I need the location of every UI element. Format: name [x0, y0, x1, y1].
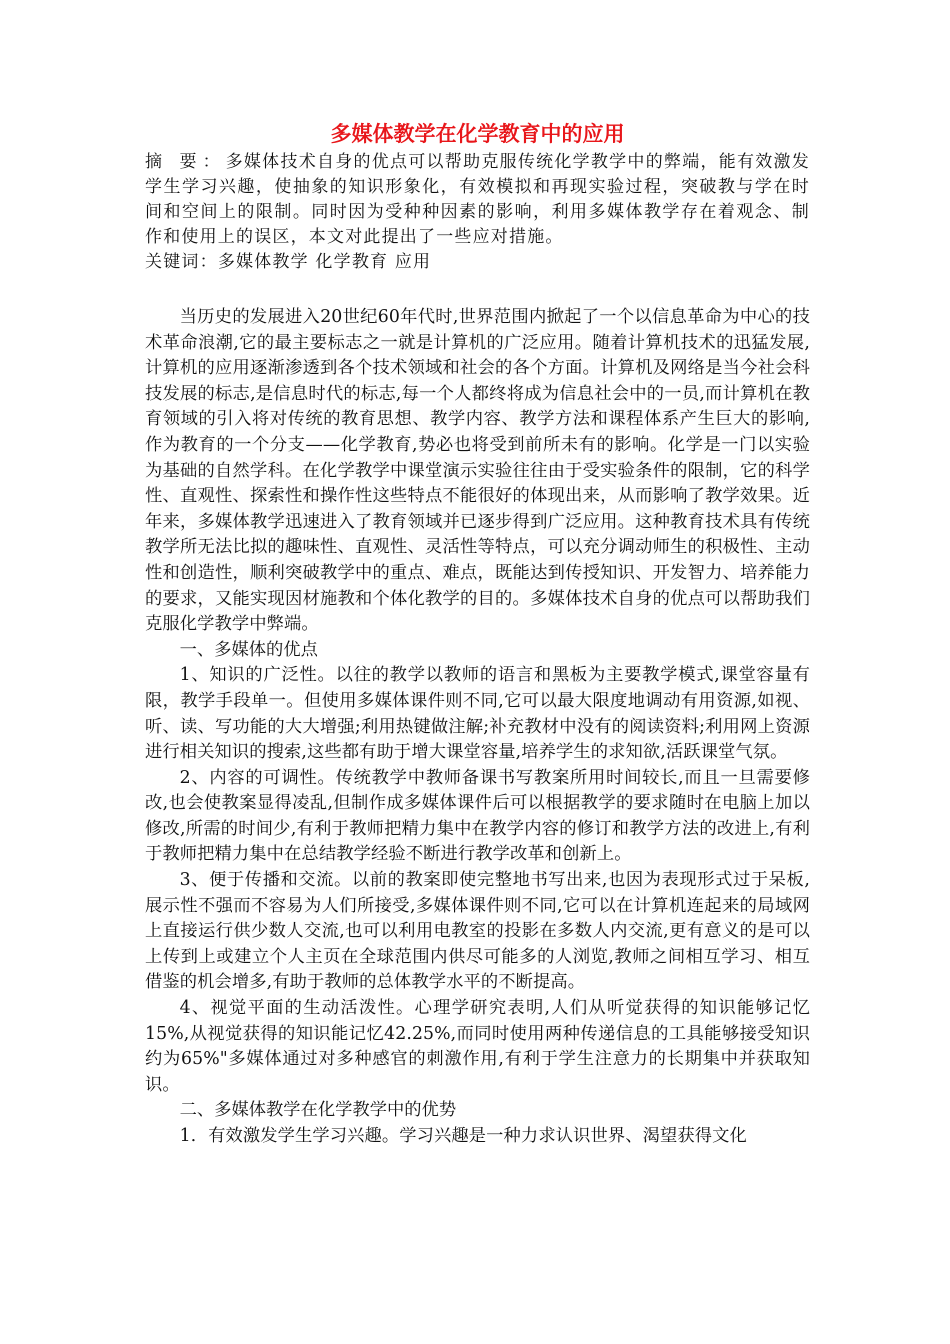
paragraph-visual-liveliness: 4、视觉平面的生动活泼性。心理学研究表明,人们从听觉获得的知识能够记忆15%,从视觉获得的知识能记忆42.25%,而同时使用两种传递信息的工具能够接受知识约为65%"多媒体通过对多种感官的刺激作用,有利于学生注意力的长期集中并获取知识。 — [145, 998, 810, 1095]
keywords-text: 多媒体教学 化学教育 应用 — [217, 252, 432, 272]
keywords-label: 关键词： — [145, 252, 218, 272]
document-title: 多媒体教学在化学教育中的应用 — [330, 121, 625, 146]
paragraph-content-adjustability: 2、内容的可调性。传统教学中教师备课书写教案所用时间较长,而且一旦需要修改,也会使教案显得凌乱,但制作成多媒体课件后可以根据教学的要求随时在电脑上加以修改,所需的时间少,有利于教师把精力集中在教学内容的修订和教学方法的改进上,有利于教师把精力集中在总结教学经验不断进行教学改革和创新上。 — [145, 767, 810, 865]
abstract — [145, 150, 810, 250]
abstract-text: 多媒体技术自身的优点可以帮助克服传统化学教学中的弊端，能有效激发学生学习兴趣，使抽象的知识形象化，有效模拟和再现实验过程，突破教与学在时间和空间上的限制。同时因为受种种因素的影响，利用多媒体教学存在着观念、制作和使用上的误区，本文对此提出了一些应对措施。 — [145, 152, 810, 247]
keywords — [145, 250, 810, 275]
section-heading-chemistry-advantages: 二、多媒体教学在化学教学中的优势 — [179, 1100, 457, 1121]
paragraph-knowledge-breadth: 1、知识的广泛性。以往的教学以教师的语言和黑板为主要教学模式,课堂容量有限，教学手段单一。但使用多媒体课件则不同,它可以最大限度地调动有用资源,如视、听、读、写功能的大大增强;利用热键做注解;补充教材中没有的阅读资料;利用网上资源进行相关知识的搜索,这些都有助于增大课堂容量,培养学生的求知欲,活跃课堂气氛。 — [145, 665, 810, 763]
section-heading-advantages: 一、多媒体的优点 — [179, 639, 318, 660]
abstract-label: 摘 要： — [145, 152, 226, 172]
document-page — [145, 118, 810, 1150]
paragraph-sharing-exchange: 3、便于传播和交流。以前的教案即使完整地书写出来,也因为表现形式过于呆板,展示性不强而不容易为人们所接受,多媒体课件则不同,它可以在计算机连起来的局域网上直接运行供少数人交流,也可以利用电教室的投影在多数人内交流,更有意义的是可以上传到上或建立个人主页在全球范围内供尽可能多的人浏览,教师之间相互学习、相互借鉴的机会增多,有助于教师的总体教学水平的不断提高。 — [145, 870, 810, 993]
intro-paragraph: 当历史的发展进入20世纪60年代时,世界范围内掀起了一个以信息革命为中心的技术革命浪潮,它的最主要标志之一就是计算机的广泛应用。随着计算机技术的迅猛发展,计算机的应用逐渐渗透到各个技术领域和社会的各个方面。计算机及网络是当今社会科技发展的标志,是信息时代的标志,每一个人都终将成为信息社会中的一员,而计算机在教育领域的引入将对传统的教育思想、教学内容、教学方法和课程体系产生巨大的影响,作为教育的一个分支——化学教育,势必也将受到前所未有的影响。化学是一门以实验为基础的自然学科。在化学教学中课堂演示实验往往由于受实验条件的限制，它的科学性、直观性、探索性和操作性这些特点不能很好的体现出来，从而影响了教学效果。近年来，多媒体教学迅速进入了教育领域并已逐步得到广泛应用。这种教育技术具有传统教学所无法比拟的趣味性、直观性、灵活性等特点，可以充分调动师生的积极性、主动性和创造性，顺利突破教学中的重点、难点，既能达到传授知识、开发智力、培养能力的要求，又能实现因材施教和个体化教学的目的。多媒体技术自身的优点可以帮助我们克服化学教学中弊端。 — [145, 307, 810, 635]
section-spacer — [145, 275, 810, 305]
paragraph-interest: 1．有效激发学生学习兴趣。学习兴趣是一种力求认识世界、渴望获得文化 — [179, 1126, 747, 1146]
